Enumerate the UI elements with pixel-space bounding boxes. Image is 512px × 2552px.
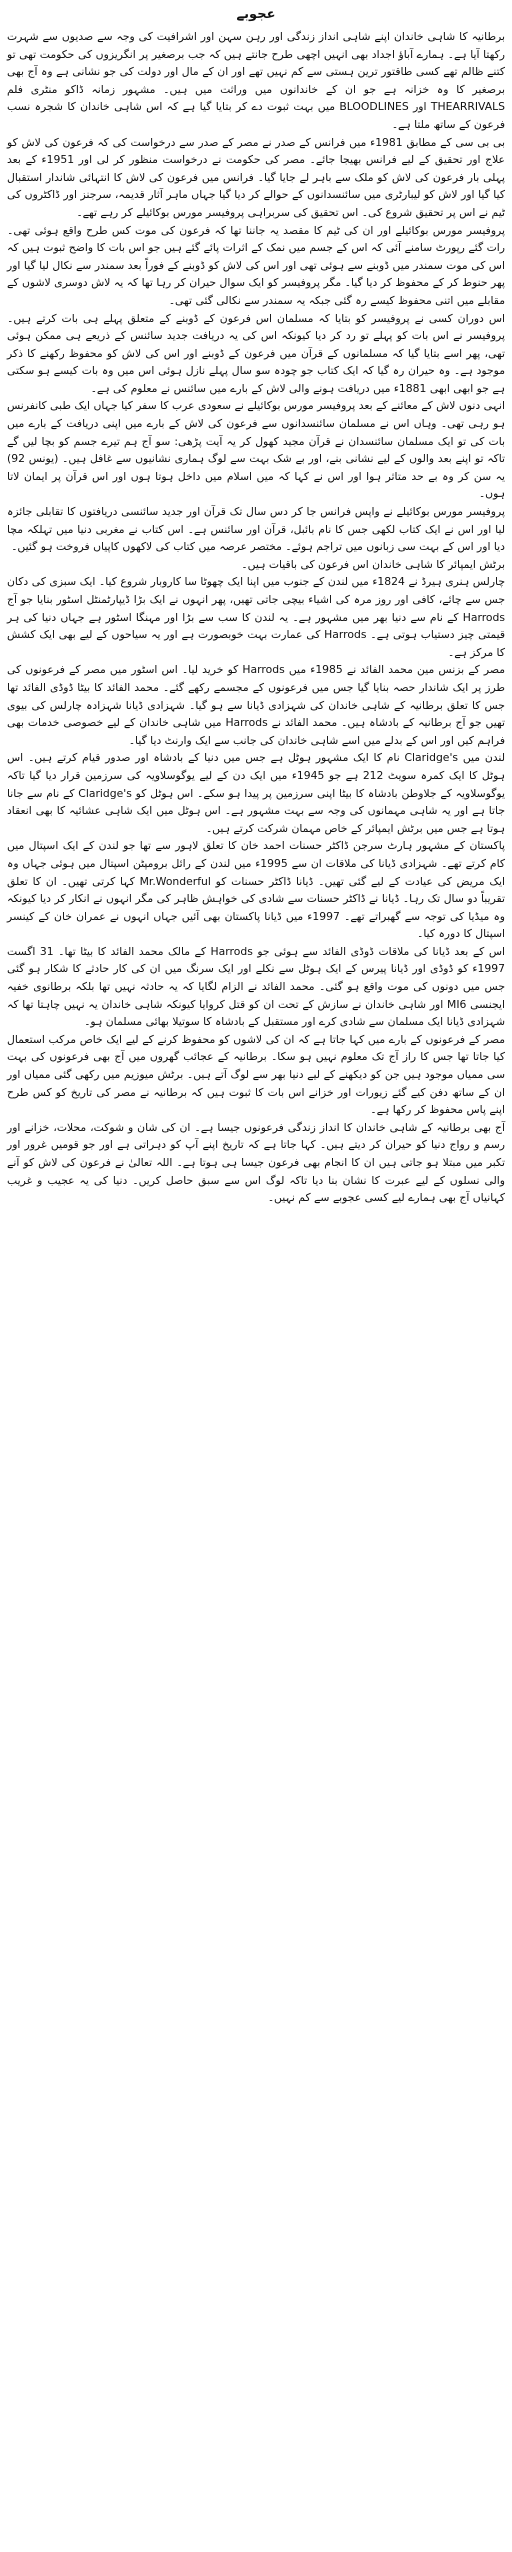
article-paragraph: مصر کے فرعونوں کے بارے میں کہا جاتا ہے کہ ان کی لاشوں کو محفوظ کرنے کے لیے ایک خاص مرکب استعمال کیا جاتا تھا جس کا راز آج تک معلوم نہیں ہو سکا۔ برطانیہ کے عجائب گھروں میں آج بھی فرعونوں کی بہت سی ممیاں موجود ہیں جن کو دیکھنے کے لیے دنیا بھر سے لوگ آتے ہیں۔ برٹش میوزیم میں رکھی گئی ممیاں اور ان کے ساتھ دفن کیے گئے زیورات اور خزانے اس بات کا ثبوت ہیں کہ برطانیہ نے مصر کی تاریخ کو کس طرح اپنے پاس محفوظ کر رکھا ہے۔ (7, 1032, 505, 1117)
article-paragraph: پروفیسر مورس بوکائیلے اور ان کی ٹیم کا مقصد یہ جاننا تھا کہ فرعون کی موت کس طرح واقع ہوئی تھی۔ رات گئے رپورٹ سامنے آئی کہ اس کے جسم میں نمک کے اثرات پائے گئے ہیں جو اس بات کا واضح ثبوت ہیں کہ اس کی موت سمندر میں ڈوبنے سے ہوئی تھی اور اس کی لاش کو ڈوبنے کے فوراً بعد سمندر سے نکال لیا گیا اور پھر حنوط کر کے محفوظ کر دیا گیا۔ مگر پروفیسر کو ایک سوال حیران کر رہا تھا کہ یہ لاش دوسری لاشوں کے مقابلے میں اتنی محفوظ کیسے رہ گئی جبکہ یہ سمندر سے نکالی گئی تھی۔ (7, 223, 505, 307)
article-paragraph: انہی دنوں لاش کے معائنے کے بعد پروفیسر مورس بوکائیلے نے سعودی عرب کا سفر کیا جہاں ایک طبی کانفرنس ہو رہی تھی۔ وہاں اس نے مسلمان سائنسدانوں سے فرعون کی لاش کے بارے میں اپنی دریافت کے بارے میں بات کی تو ایک مسلمان سائنسدان نے قرآن مجید کھول کر یہ آیت پڑھی: سو آج ہم تیرے جسم کو بچا لیں گے تاکہ تو اپنے بعد والوں کے لیے نشانی بنے، اور بے شک بہت سے لوگ ہماری نشانیوں سے غافل ہیں۔ (یونس 92) یہ سن کر وہ بے حد متاثر ہوا اور اس نے کہا کہ میں اسلام میں داخل ہوتا ہوں اور اس قرآن پر ایمان لاتا ہوں۔ (7, 399, 505, 501)
article-paragraph: لندن میں Claridge's نام کا ایک مشہور ہوٹل ہے جس میں دنیا کے بادشاہ اور صدور قیام کرتے ہیں۔ اس ہوٹل کا ایک کمرہ سویٹ 212 ہے جو 1945ء میں ایک دن کے لیے یوگوسلاویہ کی سرزمین قرار دیا گیا تاکہ یوگوسلاویہ کے جلاوطن بادشاہ کا بیٹا اپنی سرزمین پر پیدا ہو سکے۔ اس ہوٹل کو Claridge's کے نام سے جانا جاتا ہے اور یہ شاہی مہمانوں کی وجہ سے بہت مشہور ہے۔ اس ہوٹل میں ایک شاہی عشائیہ کا بھی انعقاد ہوتا ہے جس میں برٹش ایمپائر کے خاص مہمان شرکت کرتے ہیں۔ (7, 751, 505, 835)
article-paragraph: اس کے بعد ڈیانا کی ملاقات ڈوڈی الفائد سے ہوئی جو Harrods کے مالک محمد الفائد کا بیٹا تھا۔ 31 اگست 1997ء کو ڈوڈی اور ڈیانا پیرس کے ایک ہوٹل سے نکلے اور ایک سرنگ میں ان کی کار حادثے کا شکار ہو گئی جس میں دونوں کی موت واقع ہو گئی۔ محمد الفائد نے الزام لگایا کہ یہ حادثہ نہیں تھا بلکہ برطانوی خفیہ ایجنسی MI6 اور شاہی خاندان نے سازش کے تحت ان کو قتل کروایا کیونکہ شاہی خاندان یہ نہیں چاہتا تھا کہ شہزادی ڈیانا ایک مسلمان سے شادی کرے اور مستقبل کے بادشاہ کا سوتیلا بھائی مسلمان ہو۔ (7, 944, 506, 1029)
article-paragraph: برطانیہ کا شاہی خاندان اپنے شاہی انداز زندگی اور رہن سہن اور اشرافیت کی وجہ سے صدیوں سے شہرت رکھتا آیا ہے۔ ہمارے آباؤ اجداد بھی انہیں اچھی طرح جانتے ہیں کہ جب برصغیر پر انگریزوں کی حکومت تھی تو کتنے ظالم تھے کسی طاقتور ترین ہستی سے کم نہیں تھے اور ان کے مال اور دولت کی جو نشانی ہے وہ آج بھی برصغیر کا وہ خزانہ ہے جو ان کے خاندانوں میں وراثت میں ہیں۔ مشہور زمانہ ڈاکو منٹری فلم THEARRIVALS اور BLOODLINES میں بہت ثبوت دے کر بتایا گیا ہے کہ اس شاہی خاندان کا شجرہ نسب فرعون کے ساتھ ملتا ہے۔ (7, 30, 505, 131)
article-paragraph: پاکستان کے مشہور ہارٹ سرجن ڈاکٹر حسنات احمد خان کا تعلق لاہور سے تھا جو لندن کے ایک اسپتال میں کام کرتے تھے۔ شہزادی ڈیانا کی ملاقات ان سے 1995ء میں لندن کے رائل برومپٹن اسپتال میں ہوئی جہاں وہ ایک مریض کی عیادت کے لیے گئی تھیں۔ ڈیانا ڈاکٹر حسنات کو Mr.Wonderful کہا کرتی تھیں۔ ان کا تعلق تقریباً دو سال تک رہا۔ ڈیانا نے ڈاکٹر حسنات سے شادی کی خواہش ظاہر کی مگر انہوں نے انکار کر دیا کیونکہ وہ میڈیا کی توجہ سے گھبراتے تھے۔ 1997ء میں ڈیانا پاکستان بھی آئیں جہاں انہوں نے عمران خان کے کینسر اسپتال کا دورہ کیا۔ (7, 839, 506, 941)
article-body (7, 28, 505, 1207)
article-paragraph: مصر کے بزنس مین محمد الفائد نے 1985ء میں Harrods کو خرید لیا۔ اس اسٹور میں مصر کے فرعونوں کی طرز پر ایک شاندار حصہ بنایا گیا جس میں فرعونوں کے مجسمے رکھے گئے۔ محمد الفائد کا بیٹا ڈوڈی الفائد تھا جس کا تعلق برطانیہ کے شاہی خاندان کی شہزادی ڈیانا سے ہو گیا۔ شہزادی ڈیانا شہزادہ چارلس کی بیوی تھیں جو آج برطانیہ کے بادشاہ ہیں۔ محمد الفائد نے Harrods میں شاہی خاندان کے لیے خصوصی خدمات بھی فراہم کیں اور اس کے بدلے میں اسے شاہی خاندان کی جانب سے ایک وارنٹ دیا گیا۔ (7, 663, 506, 747)
article-paragraph: پروفیسر مورس بوکائیلے نے واپس فرانس جا کر دس سال تک قرآن اور جدید سائنسی دریافتوں کا تقابلی جائزہ لیا اور اس نے ایک کتاب لکھی جس کا نام بائبل، قرآن اور سائنس ہے۔ اس کتاب نے مغربی دنیا میں تہلکہ مچا دیا اور اس کے بہت سی زبانوں میں تراجم ہوئے۔ مختصر عرصہ میں کتاب کی لاکھوں کاپیاں فروخت ہو گئیں۔ (7, 505, 505, 554)
article-paragraph: بی بی سی کے مطابق 1981ء میں فرانس کے صدر نے مصر کے صدر سے درخواست کی کہ فرعون کی لاش کو علاج اور تحقیق کے لیے فرانس بھیجا جائے۔ مصر کی حکومت نے درخواست منظور کر لی اور 1951ء کے بعد پہلی بار فرعون کی لاش کو ملک سے باہر لے جایا گیا۔ فرانس میں فرعون کی لاش کا انتہائی شاندار استقبال کیا گیا اور لاش کو لیبارٹری میں سائنسدانوں کے حوالے کر دیا گیا جہاں ماہر آثار قدیمہ، سرجنز اور ڈاکٹروں کی ٹیم نے اس پر تحقیق شروع کی۔ اس تحقیق کی سربراہی پروفیسر مورس بوکائیلے کر رہے تھے۔ (7, 135, 505, 219)
article-paragraph: آج بھی برطانیہ کے شاہی خاندان کا انداز زندگی فرعونوں جیسا ہے۔ ان کی شان و شوکت، محلات، خزانے اور رسم و رواج دنیا کو حیران کر دیتے ہیں۔ کہا جاتا ہے کہ تاریخ اپنے آپ کو دہراتی ہے اور جو قومیں غرور اور تکبر میں مبتلا ہو جاتی ہیں ان کا انجام بھی فرعون جیسا ہی ہوتا ہے۔ اللہ تعالیٰ نے فرعون کی لاش کو آنے والی نسلوں کے لیے عبرت کا نشان بنا دیا تاکہ لوگ اس سے سبق حاصل کریں۔ دنیا کی یہ عجیب و غریب کہانیاں آج بھی ہمارے لیے کسی عجوبے سے کم نہیں۔ (7, 1120, 505, 1205)
article-paragraph: برٹش ایمپائر کا شاہی خاندان اس فرعون کی باقیات ہیں۔ (241, 557, 505, 571)
article-paragraph: چارلس ہنری ہیرڈ نے 1824ء میں لندن کے جنوب میں اپنا ایک چھوٹا سا کاروبار شروع کیا۔ ایک سبزی کی دکان جس سے چائے، کافی اور روز مرہ کی اشیاء بیچی جاتی تھیں، پھر انہوں نے ایک بڑا ڈیپارٹمنٹل اسٹور بنایا جو آج Harrods کے نام سے دنیا بھر میں مشہور ہے۔ یہ لندن کا سب سے بڑا اور مہنگا اسٹور ہے جہاں دنیا کی ہر قیمتی چیز دستیاب ہوتی ہے۔ Harrods کی عمارت بہت خوبصورت ہے اور یہ سیاحوں کے لیے بھی ایک کشش کا مرکز ہے۔ (7, 575, 505, 659)
article-paragraph: اس دوران کسی نے پروفیسر کو بتایا کہ مسلمان اس فرعون کے ڈوبنے کے متعلق پہلے ہی بات کرتے ہیں۔ پروفیسر نے اس بات کو پہلے تو رد کر دیا کیونکہ اس کی یہ دریافت جدید سائنس کے ذریعے ہی ممکن ہوئی تھی، پھر اسے بتایا گیا کہ مسلمانوں کے قرآن میں فرعون کے ڈوبنے اور اس کی لاش کو محفوظ رکھنے کا ذکر موجود ہے۔ وہ حیران رہ گیا کہ ایک کتاب جو چودہ سو سال پہلے نازل ہوئی اس میں وہ بات کیسے ہو سکتی ہے جو ابھی ابھی 1881ء میں دریافت ہونے والی لاش کے بارے میں سائنس نے معلوم کی ہے۔ (7, 311, 505, 395)
article-title: عجوبے (236, 7, 276, 22)
